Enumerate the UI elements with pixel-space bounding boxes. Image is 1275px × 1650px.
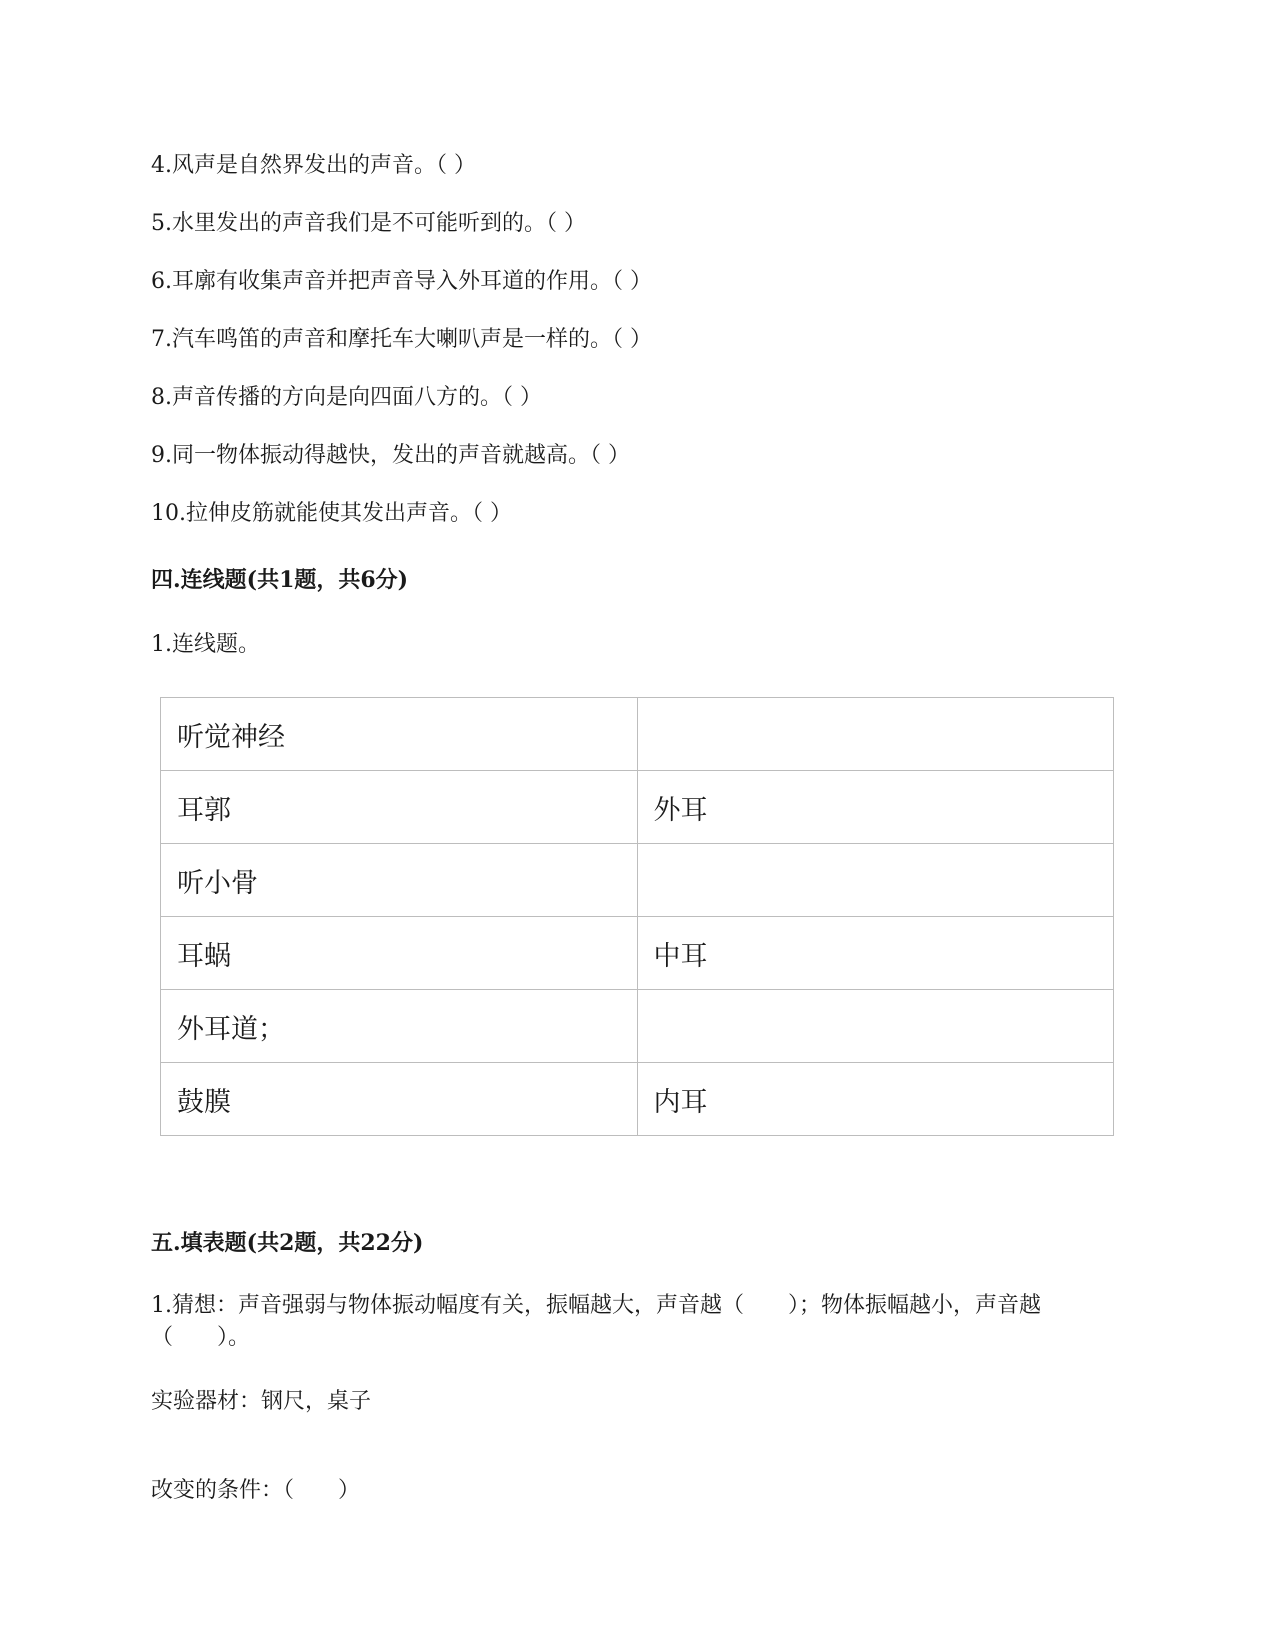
table-cell: 听小骨 <box>161 844 638 917</box>
table-row <box>161 917 1114 990</box>
materials-text: 实验器材：钢尺，桌子 <box>151 1389 372 1414</box>
table-cell: 外耳道； <box>161 990 638 1063</box>
table-row <box>161 844 1114 917</box>
table-row <box>161 990 1114 1063</box>
judgement-item-7: 7.汽车鸣笛的声音和摩托车大喇叭声是一样的。（ ） <box>151 327 652 352</box>
section-heading-matching: 四.连线题(共1题，共6分) <box>151 567 409 593</box>
table-cell: 内耳 <box>637 1063 1114 1136</box>
table-cell: 听觉神经 <box>161 698 638 771</box>
judgement-item-5: 5.水里发出的声音我们是不可能听到的。（ ） <box>151 211 586 236</box>
matching-question: 1.连线题。 <box>151 632 260 657</box>
judgement-item-10: 10.拉伸皮筋就能使其发出声音。（ ） <box>151 501 512 526</box>
judgement-item-8: 8.声音传播的方向是向四面八方的。（ ） <box>151 385 542 410</box>
judgement-item-6: 6.耳廓有收集声音并把声音导入外耳道的作用。（ ） <box>151 269 652 294</box>
table-cell: 外耳 <box>637 771 1114 844</box>
fill-question: 1.猜想：声音强弱与物体振动幅度有关，振幅越大，声音越（ ）；物体振幅越小，声音越（ ）。 <box>151 1293 1041 1350</box>
table-cell <box>637 990 1114 1063</box>
table-cell: 耳郭 <box>161 771 638 844</box>
judgement-item-4: 4.风声是自然界发出的声音。（ ） <box>151 153 476 178</box>
table-row <box>161 1063 1114 1136</box>
table-cell: 中耳 <box>637 917 1114 990</box>
table-cell <box>637 698 1114 771</box>
table-cell: 耳蜗 <box>161 917 638 990</box>
judgement-item-9: 9.同一物体振动得越快，发出的声音就越高。（ ） <box>151 443 630 468</box>
condition-text: 改变的条件：（ ） <box>151 1478 361 1503</box>
matching-table <box>160 697 1114 1136</box>
section-heading-fill-table: 五.填表题(共2题，共22分) <box>151 1230 424 1256</box>
table-row <box>161 771 1114 844</box>
table-row <box>161 698 1114 771</box>
table-cell <box>637 844 1114 917</box>
table-cell: 鼓膜 <box>161 1063 638 1136</box>
